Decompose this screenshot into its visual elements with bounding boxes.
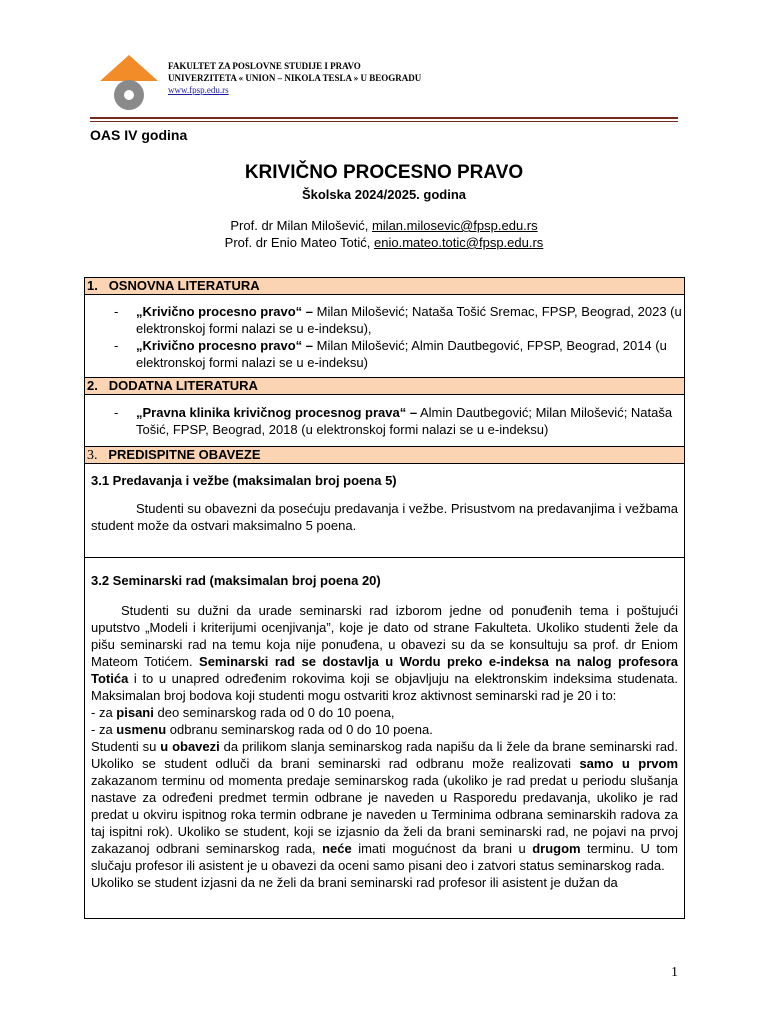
section-2-number: 2.	[87, 378, 98, 393]
institution-name: FAKULTET ZA POSLOVNE STUDIJE I PRAVO	[168, 61, 361, 71]
book-title: „Pravna klinika krivičnog procesnog prava“ –	[136, 405, 418, 420]
book-details: Milan Milošević; Nataša Tošić Sremac, FPSP, Beograd, 2023 (u elektronskoj formi nalazi se u e-indeksu),	[136, 304, 682, 336]
oral-points-line: - za usmenu odbranu seminarskog rada od 0 do 10 poena.	[91, 722, 433, 737]
section-1-heading: OSNOVNA LITERATURA	[108, 278, 260, 293]
institution-block	[168, 60, 421, 96]
subsection-3-1-text: Studenti su obavezni da posećuju predavanja i vežbe. Prisustvom na predavanjima i vežbama student može da ostvari maksimalno 5 poena.	[91, 501, 678, 533]
book-details: Milan Milošević; Almin Dautbegović, FPSP, Beograd, 2014 (u elektronskoj formi nalazi se u e-indeksu)	[136, 338, 667, 370]
header-rule-thin	[90, 121, 678, 122]
course-title: KRIVIČNO PROCESNO PRAVO	[244, 162, 524, 183]
list-dash: -	[114, 338, 119, 353]
section-1-header	[84, 277, 685, 295]
professor-2	[84, 235, 684, 250]
seminar-paragraph-2: Studenti su u obavezi da prilikom slanja seminarskog rada napišu da li žele da brane seminarski rad. Ukoliko se student odluči da brani seminarski rad odbranu može realizovati samo u prvom zakazanom terminu od momenta predaje seminarskog rada (ukoliko je rad predat u periodu slušanja nastave za određeni predmet termin odbrane je naveden u Rasporedu predavanja, ukoliko je rad predat u okviru ispitnog roka termin odbrane je naveden u Terminima odbrana seminarskih radova za taj ispitni rok). Ukoliko se student, koji se izjasnio da želi da brani seminarski rad, ne pojavi na prvoj zakazanoj odbrani seminarskog rada, neće imati mogućnost da brani u drugom terminu. U tom slučaju profesor ili asistent je u obavezi da oceni samo pisani deo i zatvori status seminarskog rada.	[91, 739, 679, 873]
literature-item	[85, 404, 684, 438]
book-title: „Krivično procesno pravo“ –	[136, 304, 313, 319]
section-3-number: 3.	[87, 448, 98, 463]
section-2-header	[84, 377, 685, 395]
list-dash: -	[114, 405, 119, 420]
list-dash: -	[114, 304, 119, 319]
subsection-3-2	[84, 557, 685, 919]
book-details: Almin Dautbegović; Milan Milošević; Nataša Tošić, FPSP, Beograd, 2018 (u elektronskoj formi nalazi se u e-indeksu)	[136, 405, 673, 437]
subsection-3-1-title: 3.1 Predavanja i vežbe (maksimalan broj poena 5)	[91, 473, 397, 488]
logo-orange-triangle	[100, 55, 158, 81]
subsection-3-2-title: 3.2 Seminarski rad (maksimalan broj poena 20)	[91, 573, 381, 588]
faculty-logo	[100, 55, 158, 111]
university-name: UNIVERZITETA « UNION – NIKOLA TESLA » U BEOGRADU	[168, 73, 422, 83]
professor-1-email[interactable]: milan.milosevic@fpsp.edu.rs	[371, 218, 538, 233]
literature-item	[85, 303, 684, 337]
literature-item	[85, 337, 684, 371]
book-title: „Krivično procesno pravo“ –	[136, 338, 313, 353]
professor-1	[84, 218, 684, 233]
professor-2-name: Prof. dr Enio Mateo Totić,	[224, 235, 375, 250]
page-number: 1	[671, 965, 678, 980]
seminar-paragraph-3: Ukoliko se student izjasni da ne želi da brani seminarski rad profesor ili asistent je dužan da	[91, 875, 618, 890]
program-label: OAS IV godina	[90, 127, 188, 143]
written-points-line: - za pisani deo seminarskog rada od 0 do 10 poena,	[91, 705, 395, 720]
section-1-number: 1.	[87, 278, 98, 293]
header-rule-thick	[90, 117, 678, 119]
section-2-body	[84, 394, 685, 447]
professor-2-email[interactable]: enio.mateo.totic@fpsp.edu.rs	[374, 235, 544, 250]
section-2-heading: DODATNA LITERATURA	[108, 378, 258, 393]
section-1-body	[84, 294, 685, 378]
section-3-header	[84, 446, 685, 464]
academic-year: Školska 2024/2025. godina	[301, 187, 467, 202]
website-link[interactable]: www.fpsp.edu.rs	[168, 85, 229, 95]
seminar-paragraph-1: Studenti su dužni da urade seminarski rad izborom jedne od ponuđenih tema i poštujući uputstvo „Modeli i kriterijumi ocenjivanja”, koje je dato od strane Fakulteta. Ukoliko studenti žele da pišu seminarski rad na temu koja nije ponuđena, u obavezi su da se konsultuju sa prof. dr Eniom Mateom Totićem. Seminarski rad se dostavlja u Wordu preko e-indeksa na nalog profesora Totića i to u unapred određenim rokovima koji se objavljuju na elektronskim indeksima studenata. Maksimalan broj bodova koji studenti mogu ostvariti kroz aktivnost seminarski rad je 20 i to:	[91, 603, 678, 703]
seminar-submission-note: Seminarski rad se dostavlja u Wordu preko e-indeksa na nalog profesora Totića	[91, 654, 678, 686]
subsection-3-1	[84, 463, 685, 558]
professor-1-name: Prof. dr Milan Milošević,	[230, 218, 372, 233]
section-3-heading: PREDISPITNE OBAVEZE	[108, 447, 261, 462]
